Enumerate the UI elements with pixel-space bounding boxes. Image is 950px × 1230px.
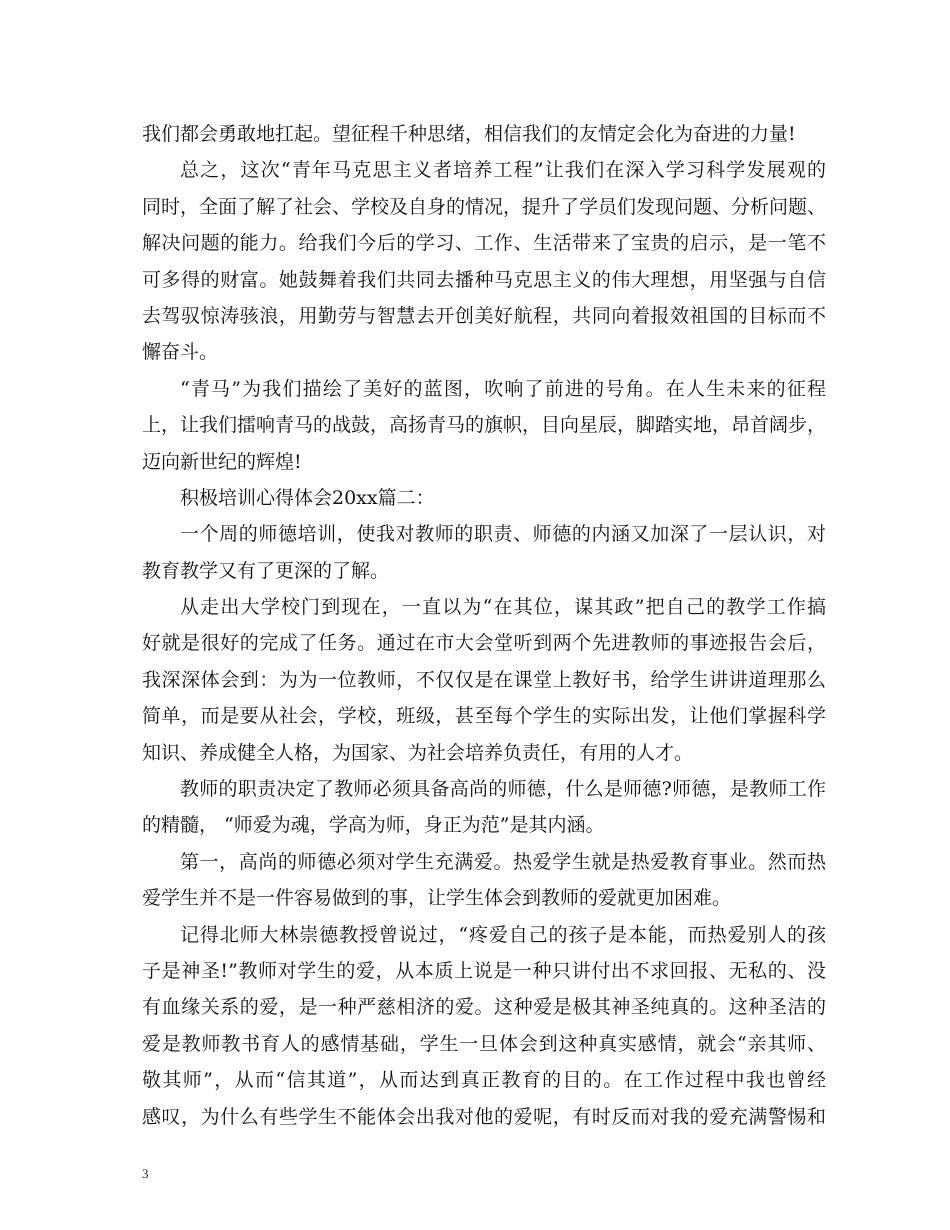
text-line: 可多得的财富。她鼓舞着我们共同去播种马克思主义的伟大理想，用坚强与自信 [142, 268, 826, 291]
text-line: 爱学生并不是一件容易做到的事，让学生体会到教师的爱就更加困难。 [142, 887, 732, 910]
text-line: 同时，全面了解了社会、学校及自身的情况，提升了学员们发现问题、分析问题、 [142, 195, 827, 218]
text-line: 感叹，为什么有些学生不能体会出我对他的爱呢，有时反而对我的爱充满警惕和 [142, 1105, 826, 1128]
document-body [142, 116, 826, 1135]
text-line: 第一，高尚的师德必须对学生充满爱。热爱学生就是热爱教育事业。然而热 [180, 850, 826, 873]
text-line: 积极培训心得体会20xx篇二： [180, 486, 435, 509]
text-line: 的精髓， “师爱为魂，学高为师，身正为范”是其内涵。 [142, 814, 605, 837]
text-line: 从走出大学校门到现在，一直以为“在其位，谋其政”把自己的教学工作搞 [180, 596, 826, 619]
text-line: “青马”为我们描绘了美好的蓝图，吹响了前进的号角。在人生未来的征程 [180, 377, 826, 400]
text-line: 我深深体会到：为为一位教师，不仅仅是在课堂上教好书，给学生讲讲道理那么 [142, 668, 826, 691]
text-line: 爱是教师教书育人的感情基础，学生一旦体会到这种真实感情，就会“亲其师、 [142, 1032, 826, 1055]
text-line: 子是神圣!”教师对学生的爱，从本质上说是一种只讲付出不求回报、无私的、没 [142, 959, 826, 982]
text-line: 有血缘关系的爱，是一种严慈相济的爱。这种爱是极其神圣纯真的。这种圣洁的 [142, 996, 826, 1019]
text-line: 记得北师大林崇德教授曾说过，“疼爱自己的孩子是本能，而热爱别人的孩 [180, 923, 826, 946]
text-line: 教育教学又有了更深的了解。 [142, 559, 390, 582]
page-number: 3 [142, 1166, 149, 1181]
text-line: 迈向新世纪的辉煌! [142, 450, 302, 473]
text-line: 简单，而是要从社会，学校，班级，甚至每个学生的实际出发，让他们掌握科学 [142, 705, 826, 728]
text-line: 懈奋斗。 [142, 341, 219, 364]
text-line: 敬其师”，从而“信其道”，从而达到真正教育的目的。在工作过程中我也曾经 [142, 1069, 826, 1092]
text-line: 我们都会勇敢地扛起。望征程千种思绪，相信我们的友情定会化为奋进的力量! [142, 123, 796, 145]
text-line: 教师的职责决定了教师必须具备高尚的师德，什么是师德?师德，是教师工作 [180, 778, 826, 801]
text-line: 解决问题的能力。给我们今后的学习、工作、生活带来了宝贵的启示，是一笔不 [142, 232, 826, 255]
text-line: 总之，这次“青年马克思主义者培养工程”让我们在深入学习科学发展观的 [180, 159, 826, 182]
text-line: 好就是很好的完成了任务。通过在市大会堂听到两个先进教师的事迹报告会后， [142, 632, 826, 655]
text-line: 一个周的师德培训，使我对教师的职责、师德的内涵又加深了一层认识，对 [180, 523, 826, 546]
text-line: 知识、养成健全人格，为国家、为社会培养负责任，有用的人才。 [142, 741, 694, 764]
text-line: 去驾驭惊涛骇浪，用勤劳与智慧去开创美好航程，共同向着报效祖国的目标而不 [142, 304, 826, 327]
text-line: 上，让我们擂响青马的战鼓，高扬青马的旗帜，目向星辰，脚踏实地，昂首阔步， [142, 414, 827, 437]
